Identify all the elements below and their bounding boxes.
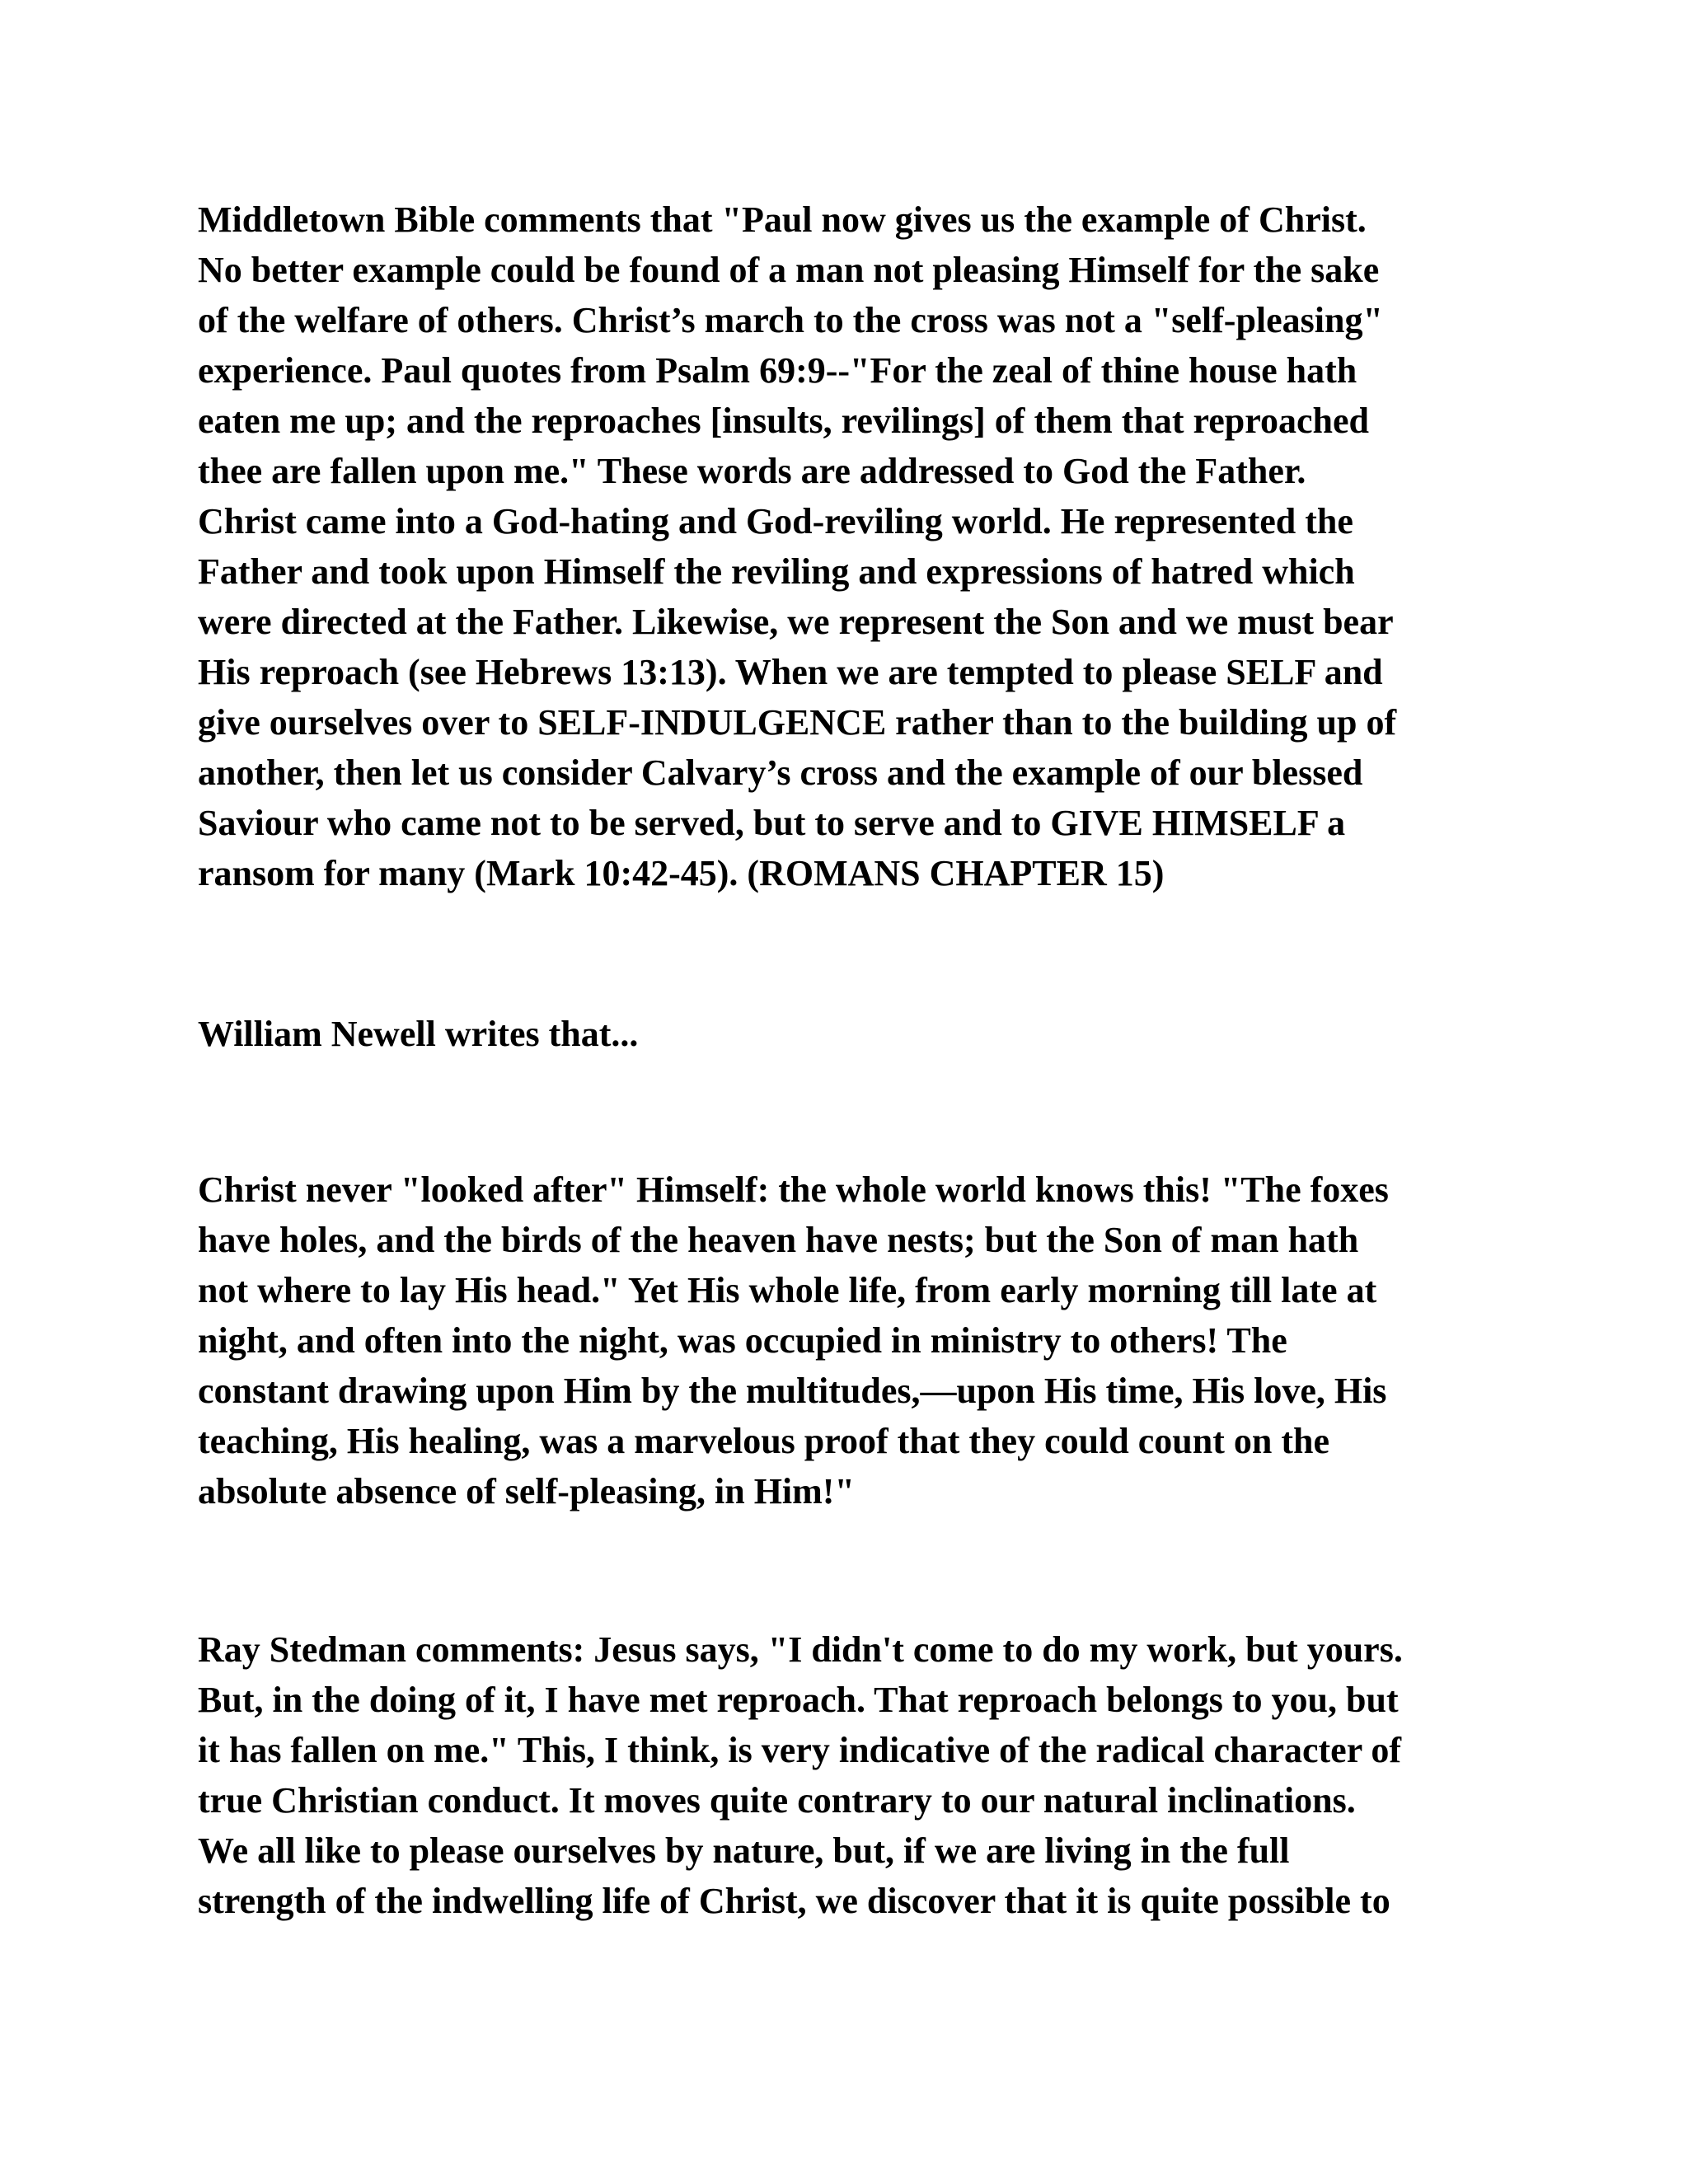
text-line: give ourselves over to SELF-INDULGENCE rather than to the building up of — [198, 702, 1397, 743]
paragraph-ray-stedman — [198, 1624, 1517, 1926]
text-line: Middletown Bible comments that "Paul now gives us the example of Christ. — [198, 199, 1367, 240]
text-line: have holes, and the birds of the heaven have nests; but the Son of man hath — [198, 1220, 1359, 1260]
text-line: We all like to please ourselves by nature, but, if we are living in the full — [198, 1830, 1290, 1871]
text-line: strength of the indwelling life of Christ, we discover that it is quite possible to — [198, 1881, 1390, 1921]
text-line: William Newell writes that... — [198, 1014, 639, 1054]
text-line: constant drawing upon Him by the multitudes,—upon His time, His love, His — [198, 1371, 1387, 1411]
text-line: of the welfare of others. Christ’s march to the cross was not a "self-pleasing" — [198, 300, 1383, 340]
text-line: another, then let us consider Calvary’s cross and the example of our blessed — [198, 752, 1363, 793]
text-line: Saviour who came not to be served, but to serve and to GIVE HIMSELF a — [198, 803, 1346, 843]
paragraph-william-newell-quote — [198, 1165, 1517, 1516]
paragraph-william-newell-intro — [198, 1009, 1517, 1059]
text-line: night, and often into the night, was occupied in ministry to others! The — [198, 1320, 1287, 1361]
text-line: thee are fallen upon me." These words are addressed to God the Father. — [198, 451, 1306, 491]
text-line: teaching, His healing, was a marvelous proof that they could count on the — [198, 1421, 1330, 1461]
text-line: experience. Paul quotes from Psalm 69:9--"For the zeal of thine house hath — [198, 350, 1357, 391]
text-line: No better example could be found of a man not pleasing Himself for the sake — [198, 250, 1380, 290]
text-line: Ray Stedman comments: Jesus says, "I didn't come to do my work, but yours. — [198, 1629, 1403, 1670]
text-line: His reproach (see Hebrews 13:13). When we are tempted to please SELF and — [198, 652, 1383, 692]
text-line: Father and took upon Himself the reviling and expressions of hatred which — [198, 551, 1355, 592]
text-line: not where to lay His head." Yet His whole life, from early morning till late at — [198, 1270, 1377, 1310]
text-line: But, in the doing of it, I have met reproach. That reproach belongs to you, but — [198, 1680, 1399, 1720]
text-line: it has fallen on me." This, I think, is very indicative of the radical character of — [198, 1730, 1402, 1770]
text-line: Christ came into a God-hating and God-reviling world. He represented the — [198, 501, 1353, 541]
text-line: ransom for many (Mark 10:42-45). (ROMANS CHAPTER 15) — [198, 853, 1165, 893]
paragraph-middletown-bible — [198, 194, 1517, 898]
text-line: eaten me up; and the reproaches [insults, revilings] of them that reproached — [198, 401, 1369, 441]
text-line: absolute absence of self-pleasing, in Him!" — [198, 1471, 855, 1511]
text-line: Christ never "looked after" Himself: the whole world knows this! "The foxes — [198, 1169, 1389, 1210]
text-line: were directed at the Father. Likewise, we represent the Son and we must bear — [198, 602, 1394, 642]
text-line: true Christian conduct. It moves quite contrary to our natural inclinations. — [198, 1780, 1356, 1821]
